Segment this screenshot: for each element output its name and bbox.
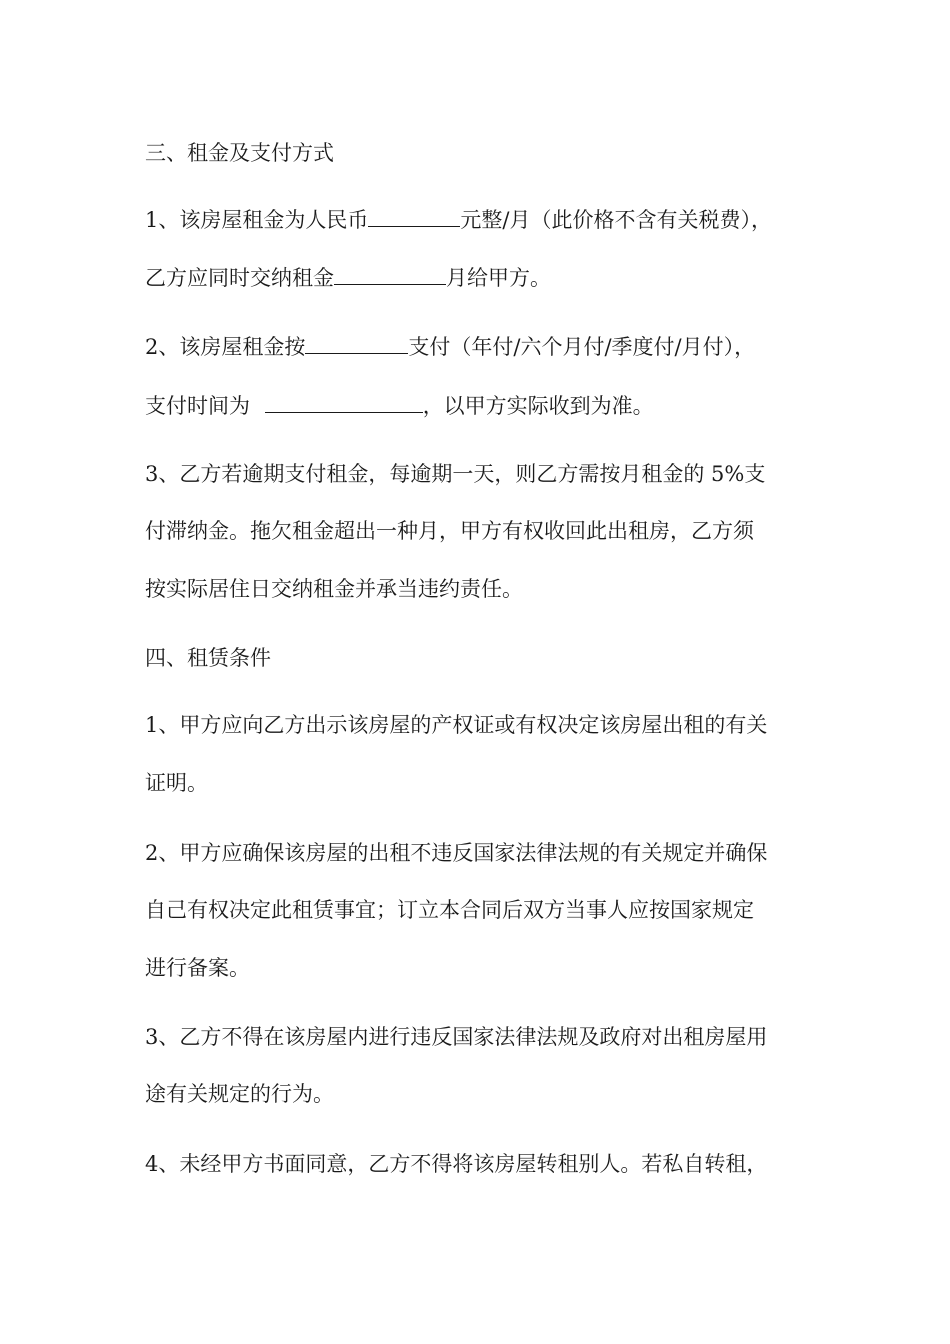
payment-time-suffix: ，以甲方实际收到为准。: [422, 394, 654, 418]
condition-3-line-1: 3、乙方不得在该房屋内进行违反国家法律法规及政府对出租房屋用: [145, 1025, 768, 1049]
condition-1-line-1: 1、甲方应向乙方出示该房屋的产权证或有权决定该房屋出租的有关: [145, 713, 768, 737]
late-fee-line-2: 付滞纳金。拖欠租金超出一种月，甲方有权收回此出租房，乙方须: [145, 519, 754, 543]
condition-2-line-1: 2、甲方应确保该房屋的出租不违反国家法律法规的有关规定并确保: [145, 841, 768, 865]
condition-2-line-2: 自己有权决定此租赁事宜；订立本合同后双方当事人应按国家规定: [145, 898, 754, 922]
rent-amount-blank[interactable]: [368, 205, 460, 227]
payment-time-text: 支付时间为: [145, 394, 257, 418]
payment-method-line: [145, 332, 755, 362]
rent-deposit-blank[interactable]: [334, 263, 446, 285]
condition-3-line-2: 途有关规定的行为。: [145, 1082, 334, 1106]
rent-amount-line: [145, 205, 772, 235]
payment-time-blank[interactable]: [265, 391, 423, 413]
condition-4-line-1: 4、未经甲方书面同意，乙方不得将该房屋转租别人。若私自转租，: [145, 1152, 768, 1176]
section-heading-rent-payment: 三、租金及支付方式: [145, 141, 334, 165]
section-heading-lease-conditions: 四、租赁条件: [145, 646, 271, 670]
late-fee-line-3: 按实际居住日交纳租金并承当违约责任。: [145, 577, 523, 601]
condition-2-line-3: 进行备案。: [145, 956, 250, 980]
rent-amount-suffix: 元整/月（此价格不含有关税费），: [460, 208, 772, 232]
rent-amount-text: 1、该房屋租金为人民币: [145, 208, 369, 232]
payment-method-text: 2、该房屋租金按: [145, 335, 306, 359]
condition-1-line-2: 证明。: [145, 771, 208, 795]
payment-time-line: [145, 391, 654, 421]
rent-deposit-suffix: 月给甲方。: [446, 266, 551, 290]
rent-deposit-text: 乙方应同时交纳租金: [145, 266, 334, 290]
payment-method-suffix: 支付（年付/六个月付/季度付/月付），: [408, 335, 756, 359]
payment-method-blank[interactable]: [305, 332, 408, 354]
late-fee-line-1: 3、乙方若逾期支付租金，每逾期一天，则乙方需按月租金的 5%支: [145, 462, 766, 486]
rent-deposit-line: [145, 263, 551, 293]
